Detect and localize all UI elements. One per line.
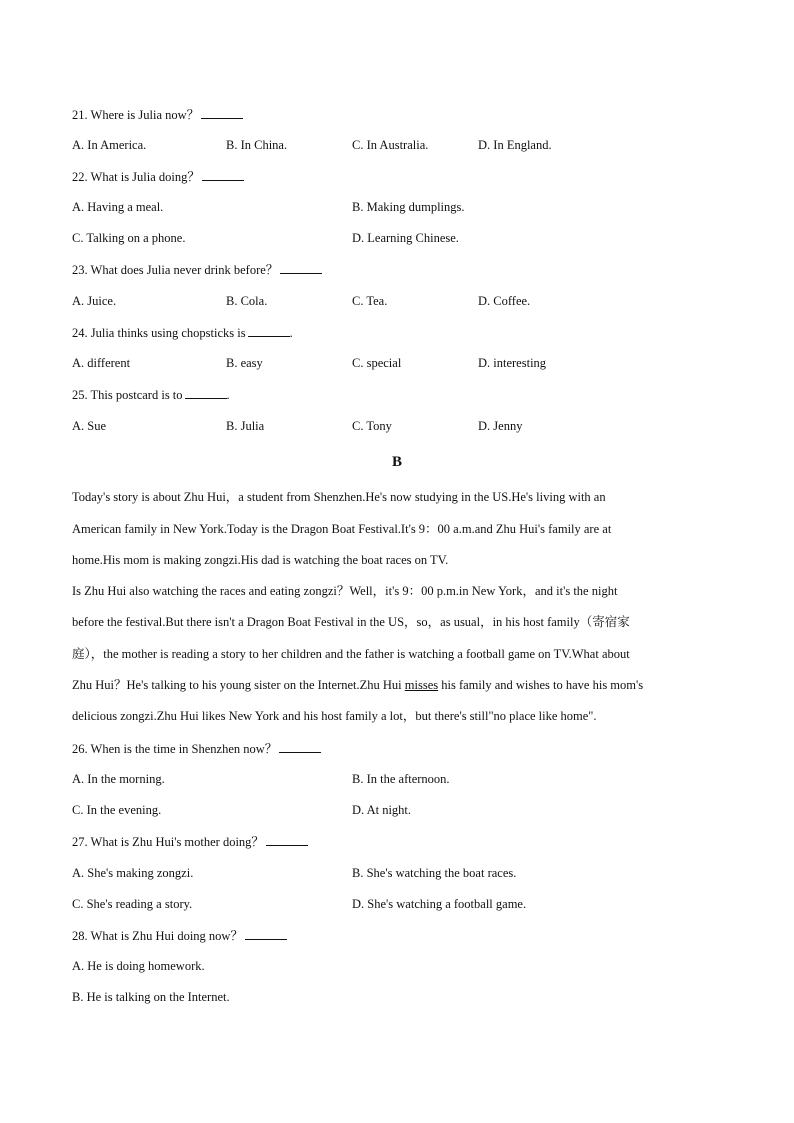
question-24 — [72, 324, 293, 341]
question-end-punct: . — [289, 326, 293, 340]
question-27 — [72, 833, 308, 850]
answer-blank[interactable] — [266, 833, 308, 846]
passage-line: home.His mom is making zongzi.His dad is watching the boat races on TV. — [72, 553, 449, 567]
option-b: B. She's watching the boat races. — [352, 866, 517, 880]
section-title: B — [391, 454, 402, 470]
answer-blank[interactable] — [201, 106, 243, 119]
passage-line: delicious zongzi.Zhu Hui likes New York and his host family a lot，but there's still"no place like home". — [72, 709, 597, 723]
option-a: A. Having a meal. — [72, 200, 164, 214]
passage-line: before the festival.But there isn't a Dragon Boat Festival in the US，so，as usual，in his host family（寄宿家 — [72, 615, 630, 629]
question-text: 25. This postcard is to — [72, 388, 183, 402]
option-b: B. Julia — [226, 419, 265, 433]
question-25 — [72, 386, 230, 403]
option-a: A. Sue — [72, 419, 107, 433]
option-a: A. different — [72, 356, 131, 370]
question-21 — [72, 106, 243, 123]
question-text: 27. What is Zhu Hui's mother doing？ — [72, 835, 264, 849]
option-c: C. Talking on a phone. — [72, 231, 186, 245]
question-end-punct: . — [226, 388, 230, 402]
passage-line: American family in New York.Today is the Dragon Boat Festival.It's 9：00 a.m.and Zhu Hui's family are at — [72, 522, 612, 536]
underlined-word: misses — [404, 678, 439, 692]
option-a: A. Juice. — [72, 294, 117, 308]
option-a: A. In America. — [72, 138, 147, 152]
option-a: A. She's making zongzi. — [72, 866, 194, 880]
option-d: D. Learning Chinese. — [352, 231, 459, 245]
passage-line: Is Zhu Hui also watching the races and eating zongzi？Well，it's 9：00 p.m.in New York，and it's the night — [72, 584, 618, 598]
question-text: 22. What is Julia doing？ — [72, 170, 200, 184]
passage-text: his family and wishes to have his mom's — [438, 678, 644, 692]
option-b: B. In the afternoon. — [352, 772, 450, 786]
question-text: 26. When is the time in Shenzhen now？ — [72, 742, 278, 756]
option-a: A. He is doing homework. — [72, 959, 205, 973]
passage-line: 庭），the mother is reading a story to her children and the father is watching a football game on TV.What about — [72, 647, 630, 661]
answer-blank[interactable] — [185, 386, 227, 399]
option-c: C. She's reading a story. — [72, 897, 193, 911]
option-c: C. Tea. — [352, 294, 388, 308]
option-b: B. Making dumplings. — [352, 200, 465, 214]
option-b: B. easy — [226, 356, 263, 370]
question-28 — [72, 927, 287, 944]
question-text: 28. What is Zhu Hui doing now？ — [72, 929, 243, 943]
option-d: D. interesting — [478, 356, 547, 370]
question-text: 21. Where is Julia now？ — [72, 108, 200, 122]
option-d: D. Jenny — [478, 419, 523, 433]
question-text: 24. Julia thinks using chopsticks is — [72, 326, 246, 340]
passage-line: Today's story is about Zhu Hui，a student from Shenzhen.He's now studying in the US.He's living with an — [72, 490, 606, 504]
question-text: 23. What does Julia never drink before？ — [72, 263, 279, 277]
answer-blank[interactable] — [248, 324, 290, 337]
option-b: B. In China. — [226, 138, 288, 152]
option-c: C. Tony — [352, 419, 392, 433]
passage-line — [72, 677, 722, 693]
option-d: D. She's watching a football game. — [352, 897, 527, 911]
question-23 — [72, 261, 322, 278]
option-c: C. special — [352, 356, 402, 370]
option-c: C. In the evening. — [72, 803, 162, 817]
answer-blank[interactable] — [280, 261, 322, 274]
answer-blank[interactable] — [245, 927, 287, 940]
question-22 — [72, 168, 244, 185]
option-a: A. In the morning. — [72, 772, 165, 786]
option-b: B. He is talking on the Internet. — [72, 990, 230, 1004]
option-d: D. In England. — [478, 138, 552, 152]
option-b: B. Cola. — [226, 294, 268, 308]
answer-blank[interactable] — [279, 740, 321, 753]
option-d: D. At night. — [352, 803, 412, 817]
answer-blank[interactable] — [202, 168, 244, 181]
question-26 — [72, 740, 321, 757]
option-d: D. Coffee. — [478, 294, 531, 308]
option-c: C. In Australia. — [352, 138, 429, 152]
passage-text: Zhu Hui？He's talking to his young sister on the Internet.Zhu Hui — [72, 678, 405, 692]
